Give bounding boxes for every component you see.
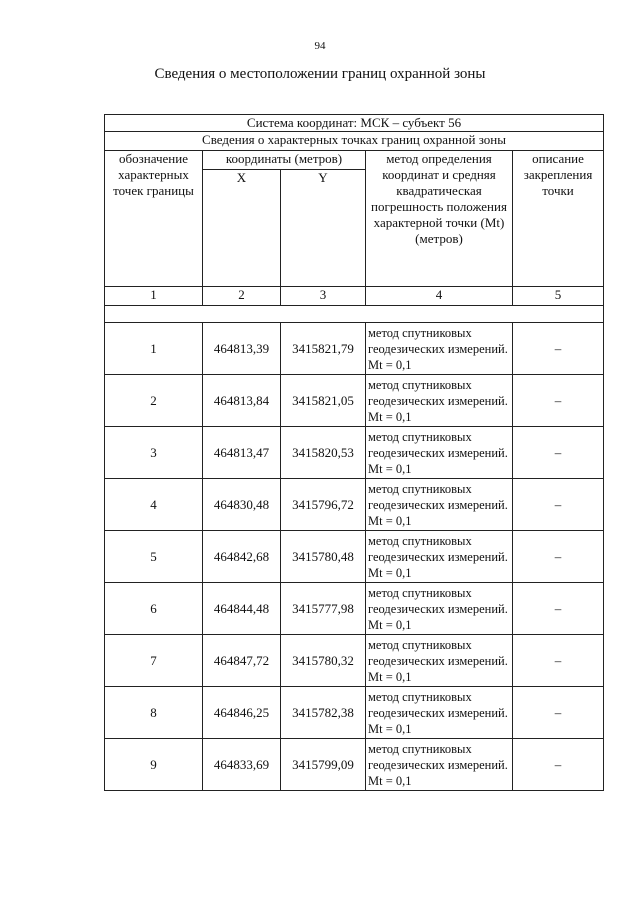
empty-cell bbox=[105, 306, 604, 323]
empty-row bbox=[105, 306, 604, 323]
point-cell: 2 bbox=[105, 375, 203, 427]
x-coordinate-cell: 464813,84 bbox=[203, 375, 281, 427]
table-row bbox=[105, 583, 604, 635]
x-coordinate-cell: 464833,69 bbox=[203, 739, 281, 791]
table-row bbox=[105, 323, 604, 375]
table-row bbox=[105, 687, 604, 739]
column-number: 5 bbox=[513, 287, 604, 306]
y-coordinate-cell: 3415780,48 bbox=[281, 531, 366, 583]
table-row bbox=[105, 427, 604, 479]
point-cell: 8 bbox=[105, 687, 203, 739]
method-cell: метод спутниковых геодезических измерений. Mt = 0,1 bbox=[366, 531, 513, 583]
y-coordinate-cell: 3415777,98 bbox=[281, 583, 366, 635]
coordinate-system-header: Система координат: МСК – субъект 56 bbox=[105, 115, 604, 132]
point-cell: 1 bbox=[105, 323, 203, 375]
description-cell: – bbox=[513, 583, 604, 635]
method-cell: метод спутниковых геодезических измерений. Mt = 0,1 bbox=[366, 583, 513, 635]
table-row bbox=[105, 739, 604, 791]
x-coordinate-cell: 464813,47 bbox=[203, 427, 281, 479]
column-number: 3 bbox=[281, 287, 366, 306]
table-row bbox=[105, 635, 604, 687]
document-title: Сведения о местоположении границ охранной зоны bbox=[154, 66, 486, 82]
method-cell: метод спутниковых геодезических измерений. Mt = 0,1 bbox=[366, 739, 513, 791]
description-cell: – bbox=[513, 427, 604, 479]
point-designation-header: обозначение характерных точек границы bbox=[105, 151, 203, 287]
description-cell: – bbox=[513, 635, 604, 687]
y-coordinate-cell: 3415821,79 bbox=[281, 323, 366, 375]
description-cell: – bbox=[513, 323, 604, 375]
method-cell: метод спутниковых геодезических измерений. Mt = 0,1 bbox=[366, 687, 513, 739]
point-cell: 6 bbox=[105, 583, 203, 635]
description-cell: – bbox=[513, 531, 604, 583]
x-coordinate-cell: 464847,72 bbox=[203, 635, 281, 687]
method-cell: метод спутниковых геодезических измерений. Mt = 0,1 bbox=[366, 635, 513, 687]
y-coordinate-cell: 3415780,32 bbox=[281, 635, 366, 687]
table-row bbox=[105, 531, 604, 583]
point-cell: 5 bbox=[105, 531, 203, 583]
description-cell: – bbox=[513, 479, 604, 531]
table-row bbox=[105, 479, 604, 531]
method-cell: метод спутниковых геодезических измерений. Mt = 0,1 bbox=[366, 323, 513, 375]
x-coordinate-cell: 464813,39 bbox=[203, 323, 281, 375]
page-number: 94 bbox=[314, 40, 326, 52]
y-coordinate-cell: 3415820,53 bbox=[281, 427, 366, 479]
x-coordinate-cell: 464846,25 bbox=[203, 687, 281, 739]
y-coordinate-cell: 3415799,09 bbox=[281, 739, 366, 791]
x-header: X bbox=[203, 170, 281, 287]
description-cell: – bbox=[513, 739, 604, 791]
x-coordinate-cell: 464830,48 bbox=[203, 479, 281, 531]
x-coordinate-cell: 464844,48 bbox=[203, 583, 281, 635]
coordinates-header: координаты (метров) bbox=[203, 151, 366, 170]
point-cell: 9 bbox=[105, 739, 203, 791]
point-cell: 4 bbox=[105, 479, 203, 531]
section-title-header: Сведения о характерных точках границ охранной зоны bbox=[105, 132, 604, 151]
description-header: описание закрепления точки bbox=[513, 151, 604, 287]
point-cell: 3 bbox=[105, 427, 203, 479]
description-cell: – bbox=[513, 375, 604, 427]
method-cell: метод спутниковых геодезических измерений. Mt = 0,1 bbox=[366, 479, 513, 531]
boundary-points-table bbox=[104, 114, 604, 791]
column-number: 1 bbox=[105, 287, 203, 306]
y-header: Y bbox=[281, 170, 366, 287]
method-cell: метод спутниковых геодезических измерений. Mt = 0,1 bbox=[366, 375, 513, 427]
method-header: метод определения координат и средняя квадратическая погрешность положения характерной точки (Mt) (метров) bbox=[366, 151, 513, 287]
x-coordinate-cell: 464842,68 bbox=[203, 531, 281, 583]
y-coordinate-cell: 3415796,72 bbox=[281, 479, 366, 531]
y-coordinate-cell: 3415821,05 bbox=[281, 375, 366, 427]
column-number: 4 bbox=[366, 287, 513, 306]
method-cell: метод спутниковых геодезических измерений. Mt = 0,1 bbox=[366, 427, 513, 479]
table-row bbox=[105, 375, 604, 427]
point-cell: 7 bbox=[105, 635, 203, 687]
description-cell: – bbox=[513, 687, 604, 739]
y-coordinate-cell: 3415782,38 bbox=[281, 687, 366, 739]
column-number: 2 bbox=[203, 287, 281, 306]
